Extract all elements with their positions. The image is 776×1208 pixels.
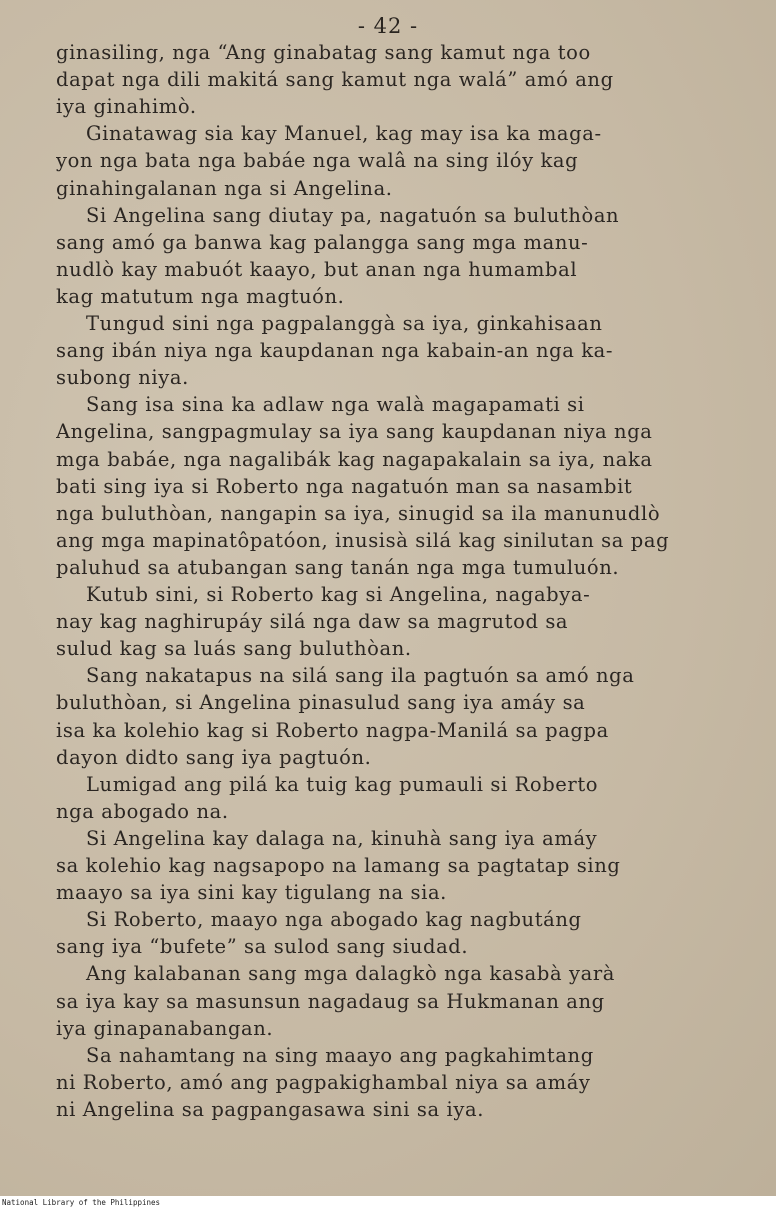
text-line: Si Angelina kay dalaga na, kinuhà sang iya amáy <box>86 826 598 850</box>
text-line: dayon didto sang iya pagtuón. <box>56 745 372 769</box>
text-line: mga babáe, nga nagalibák kag nagapakalain sa iya, naka <box>56 447 653 471</box>
text-line: nay kag naghirupáy silá nga daw sa magrutod sa <box>56 610 569 634</box>
text-line: Angelina, sangpagmulay sa iya sang kaupdanan niya nga <box>56 420 653 444</box>
library-credit: National Library of the Philippines <box>2 1198 161 1207</box>
text-line: Lumigad ang pilá ka tuig kag pumauli si Roberto <box>86 772 599 796</box>
text-line: sa iya kay sa masunsun nagadaug sa Hukmanan ang <box>56 989 605 1013</box>
text-line: sa kolehio kag nagsapopo na lamang sa pagtatap sing <box>56 854 621 877</box>
text-line: iya ginahimò. <box>56 95 197 119</box>
text-line: bati sing iya si Roberto nga nagatuón man sa nasambit <box>56 474 633 498</box>
text-line: Si Angelina sang diutay pa, nagatuón sa buluthòan <box>86 203 620 227</box>
text-line: sang iya “bufete” sa sulod sang siudad. <box>56 935 469 959</box>
text-line: iya ginapanabangan. <box>56 1016 274 1040</box>
text-line: Sang nakatapus na silá sang ila pagtuón sa amó nga <box>86 664 635 688</box>
text-line: buluthòan, si Angelina pinasulud sang iya amáy sa <box>56 691 586 715</box>
text-line: Sa nahamtang na sing maayo ang pagkahimtang <box>86 1043 594 1067</box>
text-line: ni Roberto, amó ang pagpakighambal niya sa amáy <box>56 1070 591 1094</box>
text-line: Sang isa sina ka adlaw nga walà magapamati si <box>86 393 585 417</box>
text-line: paluhud sa atubangan sang tanán nga mga tumuluón. <box>56 555 620 579</box>
text-line: nudlò kay mabuót kaayo, but anan nga humambal <box>56 257 578 281</box>
text-line: nga abogado na. <box>56 799 229 823</box>
text-line: Si Roberto, maayo nga abogado kag nagbutáng <box>86 908 582 932</box>
text-line: ginahingalanan nga si Angelina. <box>56 176 393 200</box>
text-line: sang ibán niya nga kaupdanan nga kabain-an nga ka- <box>56 339 614 363</box>
text-line: kag matutum nga magtuón. <box>56 284 345 308</box>
text-line: sulud kag sa luás sang buluthòan. <box>56 637 412 661</box>
text-line: dapat nga dili makitá sang kamut nga walá” amó ang <box>56 68 614 92</box>
text-line: Tungud sini nga pagpalanggà sa iya, ginkahisaan <box>86 312 603 335</box>
text-line: isa ka kolehio kag si Roberto nagpa-Manilá sa pagpa <box>56 718 609 742</box>
text-line: Kutub sini, si Roberto kag si Angelina, nagabya- <box>86 583 591 606</box>
text-line: ni Angelina sa pagpangasawa sini sa iya. <box>56 1097 485 1121</box>
text-line: nga buluthòan, nangapin sa iya, sinugid sa ila manunudlò <box>56 501 661 525</box>
text-line: Ginatawag sia kay Manuel, kag may isa ka maga- <box>86 122 602 146</box>
text-line: ang mga mapinatôpatóon, inusisà silá kag sinilutan sa pag <box>56 528 670 552</box>
text-line: yon nga bata nga babáe nga walâ na sing ilóy kag <box>56 149 579 173</box>
page-number: - 42 - <box>357 14 419 38</box>
text-line: sang amó ga banwa kag palangga sang mga manu- <box>56 230 589 254</box>
text-line: maayo sa iya sini kay tigulang na sia. <box>56 881 447 905</box>
text-line: ginasiling, nga “Ang ginabatag sang kamut nga too <box>56 41 591 64</box>
text-line: subong niya. <box>56 366 189 390</box>
text-line: Ang kalabanan sang mga dalagkò nga kasabà yarà <box>86 962 615 986</box>
